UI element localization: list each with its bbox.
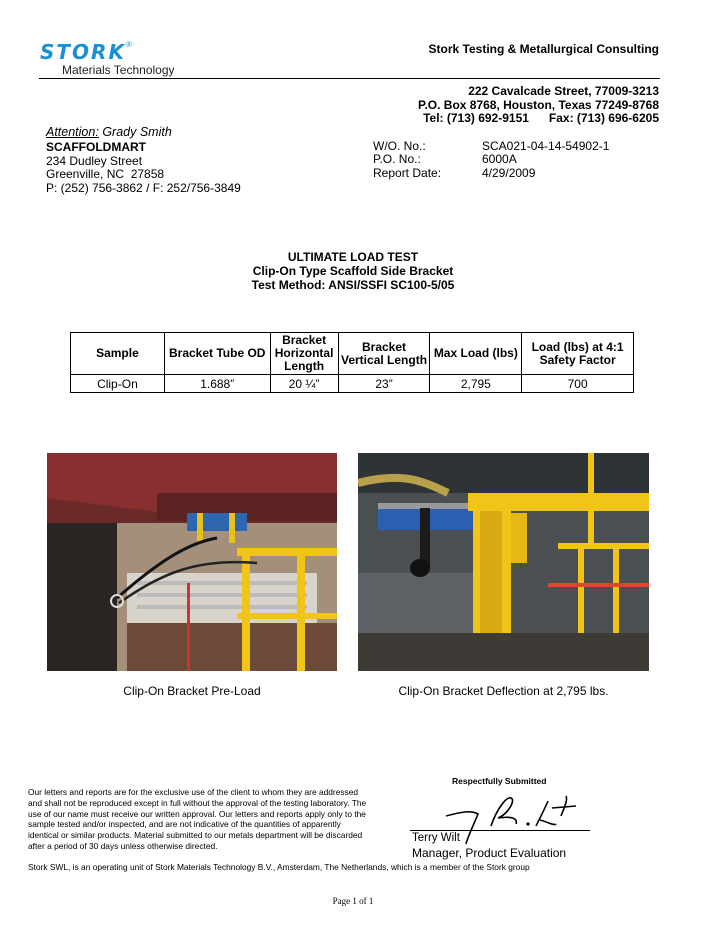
report-date-label: Report Date: bbox=[373, 166, 442, 180]
col-header-sample: Sample bbox=[71, 333, 165, 375]
photo-deflection bbox=[358, 453, 649, 671]
caption-pre-load: Clip-On Bracket Pre-Load bbox=[123, 684, 261, 698]
deflection-image bbox=[358, 453, 649, 671]
col-header-tube-od: Bracket Tube OD bbox=[164, 333, 270, 375]
table-header-row bbox=[71, 333, 634, 375]
col-header-horizontal-length: Bracket Horizontal Length bbox=[270, 333, 338, 375]
cell-sample: Clip-On bbox=[71, 375, 165, 393]
table-row bbox=[71, 375, 634, 393]
signer-name: Terry Wilt bbox=[412, 832, 460, 844]
col-header-safety-load: Load (lbs) at 4:1 Safety Factor bbox=[522, 333, 634, 375]
report-title: ULTIMATE LOAD TEST bbox=[287, 250, 419, 264]
client-city: Greenville, NC 27858 bbox=[46, 167, 165, 181]
po-number-label: P.O. No.: bbox=[373, 152, 421, 166]
address-line-2: P.O. Box 8768, Houston, Texas 77249-8768 bbox=[417, 98, 659, 112]
client-street: 234 Dudley Street bbox=[46, 154, 143, 168]
results-table bbox=[70, 332, 634, 393]
logo-registered-mark: ® bbox=[125, 40, 132, 49]
col-header-vertical-length: Bracket Vertical Length bbox=[338, 333, 430, 375]
cell-safety-load: 700 bbox=[522, 375, 634, 393]
cell-max-load: 2,795 bbox=[430, 375, 522, 393]
cell-tube-od: 1.688” bbox=[164, 375, 270, 393]
po-number-value: 6000A bbox=[482, 152, 517, 166]
attention-label: Attention: bbox=[46, 125, 99, 139]
col-header-max-load: Max Load (lbs) bbox=[430, 333, 522, 375]
caption-deflection: Clip-On Bracket Deflection at 2,795 lbs. bbox=[398, 684, 609, 698]
address-line-1: 222 Cavalcade Street, 77009-3213 bbox=[468, 84, 659, 98]
pre-load-image bbox=[47, 453, 337, 671]
report-date-value: 4/29/2009 bbox=[482, 166, 536, 180]
report-subtitle: Clip-On Type Scaffold Side Bracket bbox=[252, 264, 454, 278]
test-method: Test Method: ANSI/SSFI SC100-5/05 bbox=[251, 278, 455, 292]
photo-pre-load bbox=[47, 453, 337, 671]
address-line-3: Tel: (713) 692-9151 Fax: (713) 696-6205 bbox=[423, 111, 659, 125]
logo-subtitle: Materials Technology bbox=[62, 63, 175, 77]
stork-logo bbox=[40, 40, 190, 64]
header-divider bbox=[39, 78, 660, 79]
client-phone: P: (252) 756-3862 / F: 252/756-3849 bbox=[46, 181, 241, 195]
cell-vertical-length: 23” bbox=[338, 375, 430, 393]
signer-title: Manager, Product Evaluation bbox=[412, 846, 567, 860]
company-name: Stork Testing & Metallurgical Consulting bbox=[428, 42, 659, 56]
attention-name: Grady Smith bbox=[102, 125, 172, 139]
wo-number-label: W/O. No.: bbox=[373, 139, 426, 153]
respectfully-submitted: Respectfully Submitted bbox=[452, 776, 547, 786]
signature-line bbox=[410, 830, 590, 831]
client-company: SCAFFOLDMART bbox=[46, 140, 146, 154]
page-number: Page 1 of 1 bbox=[332, 896, 374, 906]
stork-swl-note: Stork SWL, is an operating unit of Stork Materials Technology B.V., Amsterdam, The Netherlands, which is a member of the Stork group bbox=[28, 862, 530, 872]
logo-wordmark: STORK bbox=[40, 40, 126, 64]
attention-line bbox=[46, 125, 172, 139]
wo-number-value: SCA021-04-14-54902-1 bbox=[482, 139, 610, 153]
cell-horizontal-length: 20 ¼” bbox=[270, 375, 338, 393]
disclaimer-text: Our letters and reports are for the exclusive use of the client to whom they are addressed and shall not be reproduced except in full without the approval of the testing laboratory. The use of our name must receive our written approval. Our letters and reports apply only to the sample tested and/or inspected, and are not indicative of the quantities of apparently identical or similar products. Material submitted to our metals department will be discarded after a period of 30 days unless otherwise directed. bbox=[28, 787, 367, 851]
